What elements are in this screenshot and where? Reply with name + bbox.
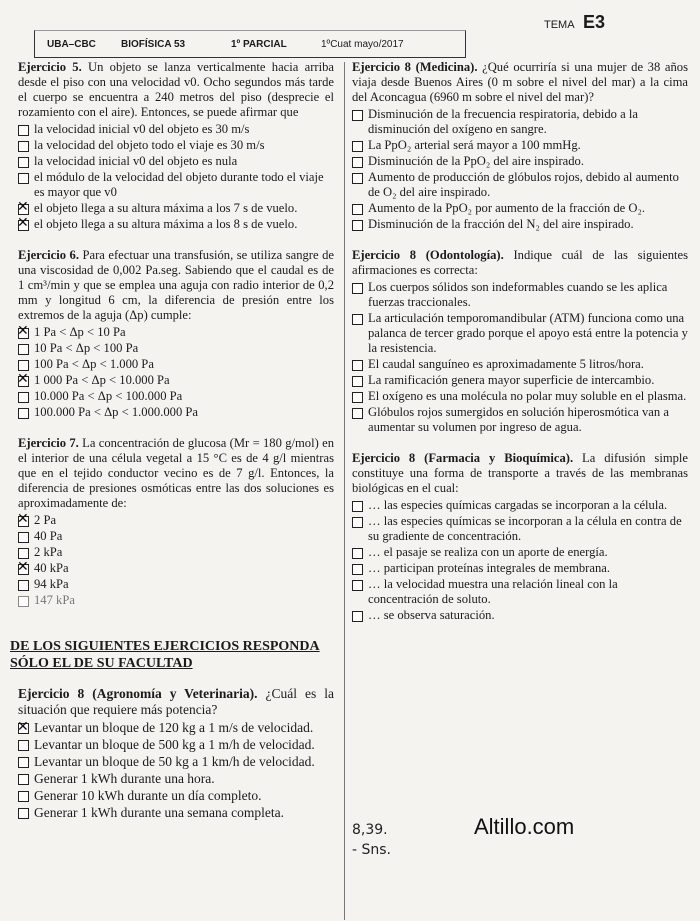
option-text: Levantar un bloque de 50 kg a 1 km/h de velocidad. — [34, 754, 315, 769]
option-text: El oxígeno es una molécula no polar muy soluble en el plasma. — [368, 389, 687, 403]
date-label: 1ºCuat mayo/2017 — [321, 38, 404, 50]
exercise-7-option[interactable] — [18, 513, 334, 528]
option-text: La ramificación genera mayor superficie de intercambio. — [368, 373, 655, 387]
checkbox[interactable] — [352, 408, 363, 419]
section-title-line1: DE LOS SIGUIENTES EJERCICIOS RESPONDA — [10, 639, 320, 654]
column-divider — [344, 62, 345, 920]
checkbox[interactable] — [352, 501, 363, 512]
exercise-8-med-option[interactable] — [352, 138, 688, 153]
exercise-8-med-option[interactable] — [352, 154, 688, 169]
exercise-8-agro-option[interactable] — [18, 720, 334, 736]
option-text: Generar 1 kWh durante una semana completa. — [34, 805, 285, 820]
checkbox[interactable] — [352, 611, 363, 622]
checkbox[interactable] — [352, 580, 363, 591]
checked-checkbox[interactable] — [18, 328, 29, 339]
checked-checkbox[interactable] — [18, 564, 29, 575]
exercise-8-odon-option[interactable] — [352, 405, 688, 435]
exercise-8-odon-text: Indique cuál de las siguientes afirmaciones es correcta: — [352, 248, 688, 277]
checkbox[interactable] — [18, 408, 29, 419]
exercise-8-med-text: ¿Qué ocurriría si una mujer de 38 años viaja desde Buenos Aires (0 m sobre el nivel del mar) a la cima del Aconcagua (6960 m sobre el nivel del mar)? — [352, 60, 688, 104]
checkbox[interactable] — [18, 125, 29, 136]
option-text: … la velocidad muestra una relación lineal con la concentración de soluto. — [368, 577, 618, 606]
section-title-line2: SÓLO EL DE SU FACULTAD — [10, 656, 193, 671]
checkbox[interactable] — [18, 808, 29, 819]
exercise-7 — [18, 436, 334, 608]
exercise-8-farmacia — [352, 451, 688, 623]
checkbox[interactable] — [18, 532, 29, 543]
option-text: 40 kPa — [34, 561, 69, 575]
exercise-8-farm-option[interactable] — [352, 577, 688, 607]
option-text: La PpO₂ arterial será mayor a 100 mmHg. — [368, 138, 581, 152]
checkbox[interactable] — [352, 517, 363, 528]
exercise-8-farm-text: La difusión simple constituye una forma de transporte a través de las membranas biológicas en el cual: — [352, 451, 689, 495]
option-text: 147 kPa — [34, 593, 75, 607]
option-text: Generar 1 kWh durante una hora. — [34, 771, 215, 786]
exercise-8-odon-option[interactable] — [352, 280, 688, 310]
exam-label: 1º PARCIAL — [231, 38, 287, 50]
checked-checkbox[interactable] — [18, 220, 29, 231]
exercise-8-farm-option[interactable] — [352, 514, 688, 544]
exercise-8-med-option[interactable] — [352, 107, 688, 137]
checkbox[interactable] — [352, 283, 363, 294]
exercise-5-option[interactable] — [18, 154, 334, 169]
exercise-6-text: Para efectuar una transfusión, se utiliza sangre de una viscosidad de 0,002 Pa.seg. Sabiendo que el caudal es de 1 cm³/min y que se emplea una aguja con radio interior de 0,2 mm y longitud 6 cm, la diferencia de presión entre los extremos de la aguja (Δp) cumple: — [18, 248, 334, 322]
exercise-8-med-option[interactable] — [352, 170, 688, 200]
exercise-5-title: Ejercicio 5. — [18, 60, 82, 74]
option-text: La articulación temporomandibular (ATM) funciona como una palanca de tercer grado porque el apoyo está entre la potencia y la resistencia. — [368, 311, 688, 355]
checkbox[interactable] — [18, 580, 29, 591]
option-text: Levantar un bloque de 500 kg a 1 m/h de velocidad. — [34, 737, 315, 752]
option-text: 100.000 Pa < Δp < 1.000.000 Pa — [34, 405, 198, 419]
checkbox[interactable] — [18, 548, 29, 559]
option-text: Aumento de la PpO₂ por aumento de la fracción de O₂. — [368, 201, 646, 215]
checkbox[interactable] — [18, 392, 29, 403]
exercise-8-medicina — [352, 60, 688, 232]
exercise-8-odon-option[interactable] — [352, 357, 688, 372]
handwritten-line-1: 8,39. — [352, 822, 388, 838]
exercise-7-option[interactable] — [18, 561, 334, 576]
exercise-8-farm-option[interactable] — [352, 561, 688, 576]
checkbox[interactable] — [352, 204, 363, 215]
option-text: el objeto llega a su altura máxima a los 7 s de vuelo. — [34, 201, 298, 215]
option-text: 10 Pa < Δp < 100 Pa — [34, 341, 139, 355]
exercise-6 — [18, 248, 334, 420]
checkbox[interactable] — [18, 740, 29, 751]
option-text: … las especies químicas se incorporan a la célula en contra de su gradiente de concentración. — [368, 514, 682, 543]
option-text: 94 kPa — [34, 577, 69, 591]
exercise-6-title: Ejercicio 6. — [18, 248, 79, 262]
exercise-8-agro-option[interactable] — [18, 788, 334, 804]
checkbox[interactable] — [18, 173, 29, 184]
subject-label: BIOFÍSICA 53 — [121, 38, 186, 50]
checked-checkbox[interactable] — [18, 204, 29, 215]
checkbox[interactable] — [352, 360, 363, 371]
option-text: … el pasaje se realiza con un aporte de energía. — [368, 545, 608, 559]
checked-checkbox[interactable] — [18, 723, 29, 734]
checkbox[interactable] — [18, 344, 29, 355]
exercise-6-option[interactable] — [18, 325, 334, 340]
exercise-5-option[interactable] — [18, 122, 334, 137]
exercise-8-farm-title: Ejercicio 8 (Farmacia y Bioquímica). — [352, 451, 574, 465]
exercise-7-title: Ejercicio 7. — [18, 436, 79, 450]
checkbox[interactable] — [18, 757, 29, 768]
option-text: 100 Pa < Δp < 1.000 Pa — [34, 357, 154, 371]
option-text: el objeto llega a su altura máxima a los 8 s de vuelo. — [34, 217, 298, 231]
exercise-5-option[interactable] — [18, 217, 334, 232]
exercise-8-agro-option[interactable] — [18, 754, 334, 770]
exercise-8-agronomia — [18, 686, 334, 821]
exercise-7-option[interactable] — [18, 545, 334, 560]
checked-checkbox[interactable] — [18, 516, 29, 527]
exercise-7-option[interactable] — [18, 593, 334, 608]
header-bar — [34, 30, 466, 58]
option-text: El caudal sanguíneo es aproximadamente 5 litros/hora. — [368, 357, 644, 371]
checkbox[interactable] — [352, 220, 363, 231]
exercise-6-option[interactable] — [18, 357, 334, 372]
exercise-8-agro-option[interactable] — [18, 771, 334, 787]
option-text: la velocidad del objeto todo el viaje es 30 m/s — [34, 138, 265, 152]
option-text: … se observa saturación. — [368, 608, 495, 622]
checkbox[interactable] — [352, 548, 363, 559]
exercise-8-agro-text: ¿Cuál es la situación que requiere más potencia? — [18, 686, 335, 717]
exercise-6-option[interactable] — [18, 341, 334, 356]
option-text: 40 Pa — [34, 529, 63, 543]
exercise-5-option[interactable] — [18, 201, 334, 216]
option-text: Generar 10 kWh durante un día completo. — [34, 788, 262, 803]
exercise-5-option[interactable] — [18, 138, 334, 153]
option-text: 2 kPa — [34, 545, 63, 559]
exam-header — [14, 8, 686, 58]
exercise-5-text: Un objeto se lanza verticalmente hacia arriba desde el piso con una velocidad v0. Ocho segundos más tarde el cuerpo se encuentra a 240 metros del piso (desprecie el rozamiento con el aire). Entonces, se puede afirmar que — [18, 60, 334, 119]
checkbox[interactable] — [18, 360, 29, 371]
option-text: … participan proteínas integrales de membrana. — [368, 561, 610, 575]
left-column — [10, 60, 335, 837]
option-text: 10.000 Pa < Δp < 100.000 Pa — [34, 389, 183, 403]
exercise-8-farm-option[interactable] — [352, 545, 688, 560]
handwritten-line-2: - Sns. — [352, 842, 392, 858]
option-text: la velocidad inicial v0 del objeto es nula — [34, 154, 238, 168]
option-text: el módulo de la velocidad del objeto durante todo el viaje es mayor que v0 — [34, 170, 324, 199]
exercise-6-option[interactable] — [18, 405, 334, 420]
option-text: Disminución de la frecuencia respiratoria, debido a la disminución del oxígeno en sangre. — [368, 107, 638, 136]
checkbox[interactable] — [352, 157, 363, 168]
checkbox[interactable] — [352, 314, 363, 325]
exercise-8-med-title: Ejercicio 8 (Medicina). — [352, 60, 478, 74]
exercise-8-odontologia — [352, 248, 688, 435]
exercise-7-text: La concentración de glucosa (Mr = 180 g/mol) en el interior de una célula vegetal a 15 °C es de 4 g/l mientras que en el tejido conductor vecino es de 7 g/l. Entonces, la diferencia de presiones osmóticas entre las dos soluciones es aproximadamente de: — [18, 436, 334, 510]
checkbox[interactable] — [352, 110, 363, 121]
checkbox[interactable] — [18, 157, 29, 168]
option-text: … las especies químicas cargadas se incorporan a la célula. — [368, 498, 668, 512]
exercise-5 — [18, 60, 334, 232]
option-text: la velocidad inicial v0 del objeto es 30 m/s — [34, 122, 250, 136]
checkbox[interactable] — [18, 791, 29, 802]
exercise-8-odon-option[interactable] — [352, 389, 688, 404]
exercise-6-option[interactable] — [18, 373, 334, 388]
option-text: 2 Pa — [34, 513, 57, 527]
handwritten-note — [352, 822, 432, 862]
exercise-7-option[interactable] — [18, 529, 334, 544]
tema-box — [544, 12, 605, 33]
option-text: Aumento de producción de glóbulos rojos, debido al aumento de O₂ del aire inspirado. — [368, 170, 679, 199]
exercise-5-option[interactable] — [18, 170, 334, 200]
checkbox[interactable] — [18, 596, 29, 607]
watermark: Altillo.com — [474, 814, 575, 839]
option-text: 1 Pa < Δp < 10 Pa — [34, 325, 126, 339]
tema-value: E3 — [583, 12, 606, 32]
checkbox[interactable] — [352, 392, 363, 403]
exercise-8-med-option[interactable] — [352, 217, 688, 232]
exercise-8-farm-option[interactable] — [352, 498, 688, 513]
exercise-8-odon-option[interactable] — [352, 373, 688, 388]
exercise-8-odon-title: Ejercicio 8 (Odontología). — [352, 248, 504, 262]
checkbox[interactable] — [18, 141, 29, 152]
exercise-8-agro-option[interactable] — [18, 805, 334, 821]
option-text: Los cuerpos sólidos son indeformables cuando se les aplica fuerzas traccionales. — [368, 280, 668, 309]
tema-label: TEMA — [544, 19, 575, 31]
right-column — [352, 60, 688, 639]
exercise-8-agro-title: Ejercicio 8 (Agronomía y Veterinaria). — [18, 686, 258, 701]
university-label: UBA–CBC — [47, 38, 96, 50]
checkbox[interactable] — [352, 173, 363, 184]
exercise-6-option[interactable] — [18, 389, 334, 404]
exercise-8-farm-option[interactable] — [352, 608, 688, 623]
exercise-7-option[interactable] — [18, 577, 334, 592]
exercise-8-med-option[interactable] — [352, 201, 688, 216]
checkbox[interactable] — [352, 141, 363, 152]
exercise-8-odon-option[interactable] — [352, 311, 688, 356]
checkbox[interactable] — [18, 774, 29, 785]
checked-checkbox[interactable] — [18, 376, 29, 387]
option-text: Disminución de la fracción del N₂ del aire inspirado. — [368, 217, 634, 231]
checkbox[interactable] — [352, 376, 363, 387]
exercise-8-agro-option[interactable] — [18, 737, 334, 753]
option-text: Disminución de la PpO₂ del aire inspirado. — [368, 154, 584, 168]
checkbox[interactable] — [352, 564, 363, 575]
option-text: Glóbulos rojos sumergidos en solución hiperosmótica van a aumentar su volumen por ingreso de agua. — [368, 405, 669, 434]
option-text: 1 000 Pa < Δp < 10.000 Pa — [34, 373, 170, 387]
section-title — [10, 638, 350, 672]
option-text: Levantar un bloque de 120 kg a 1 m/s de velocidad. — [34, 720, 314, 735]
